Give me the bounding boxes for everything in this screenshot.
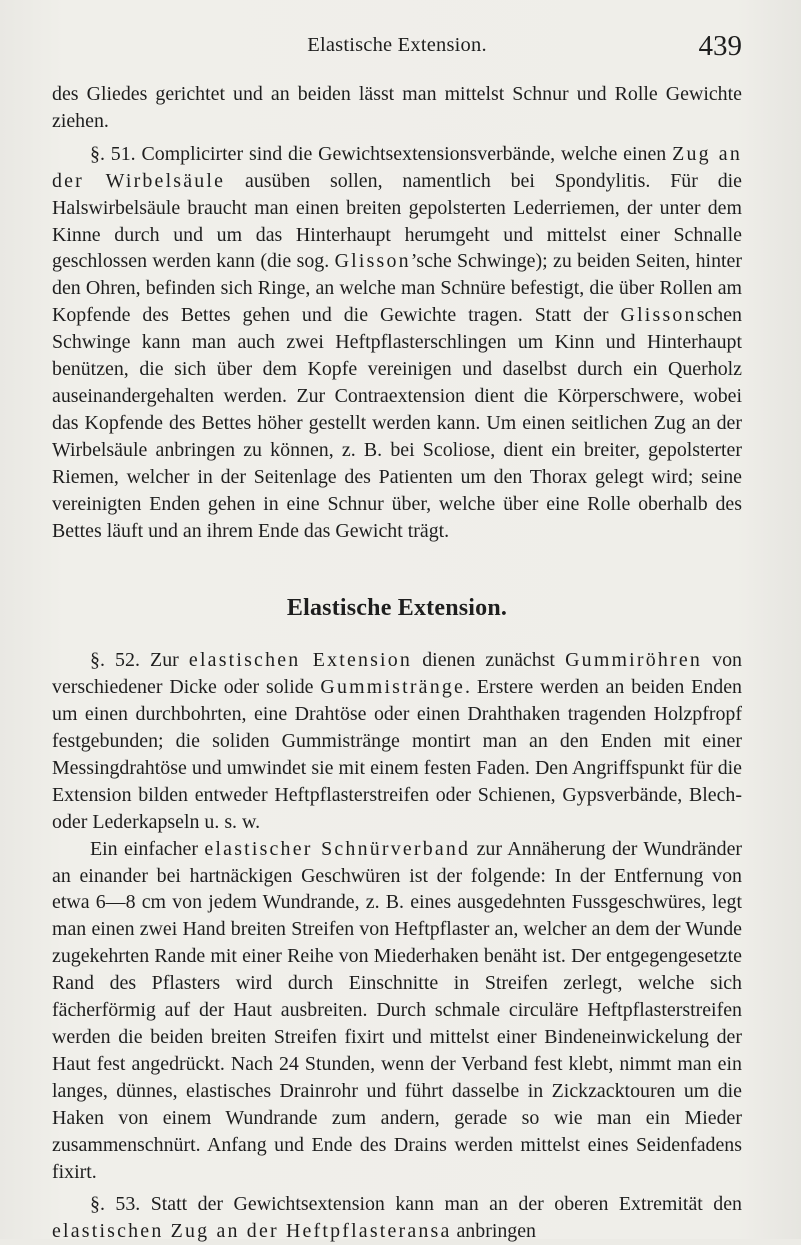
spaced-term: elastischen Zug an der Heftpflasteransa — [52, 1220, 452, 1243]
paragraph-schnuerverband — [52, 836, 742, 1186]
running-header — [52, 30, 742, 62]
paragraph-continuation — [52, 81, 742, 135]
spaced-term: Gummistränge — [320, 676, 466, 699]
spaced-term: Zug an der Wirbelsäule — [52, 142, 742, 192]
spaced-name: Glisson — [334, 250, 411, 273]
text-run: §. 52. Zur — [90, 649, 189, 672]
text-run: . Erstere werden an beiden Enden um einen durchbohrten, eine Drahtöse oder einen Drahthaken tragenden Holzpfropf festgebunden; die soliden Gummistränge montirt man an den Enden mit einer Messingdrahtöse und umwindet sie mit einem festen Faden. Den Angriffspunkt für die Extension bilden entweder Heftpflasterstreifen oder Schienen, Gypsverbände, Blech- oder Lederkapseln u. s. w. — [52, 676, 742, 833]
section-heading: Elastische Extension. — [286, 595, 508, 622]
text-run: schen Schwinge kann man auch zwei Heftpflasterschlingen um Kinn und Hinterhaupt benützen, die sich über dem Kopfe vereinigen und daselbst durch ein Querholz auseinandergehalten werden. Zur Contraextension dient die Körperschwere, wobei das Kopfende des Bettes höher gestellt werden kann. Um einen seitlichen Zug an der Wirbelsäule anbringen zu können, z. B. bei Scoliose, dient ein breiter, gepolsterter Riemen, welcher in der Seitenlage des Patienten um den Thorax gelegt wird; seine vereinigten Enden gehen in eine Schnur über, welche über eine Rolle oberhalb des Bettes läuft und an ihrem Ende das Gewicht trägt. — [52, 304, 742, 542]
text-run: ’sche Schwinge); zu beiden Seiten, hinter den Ohren, befinden sich Ringe, an welche man Schnüre befestigt, die über Rollen am Kopfende des Bettes gehen und die Gewichte tragen. Statt der — [52, 250, 742, 327]
spaced-name: Glisson — [620, 304, 697, 327]
text-run: §. 51. Complicirter sind die Gewichtsextensionsverbände, welche einen — [90, 142, 673, 165]
spaced-term: elastischer Schnürverband — [204, 837, 471, 860]
text-run: Ein einfacher — [90, 837, 205, 860]
text-run: ausüben sollen, namentlich bei Spondylitis. Für die Halswirbelsäule braucht man einen breiten gepolsterten Lederriemen, der unter dem Kinne durch und um das Hinterhaupt herumgeht und mittelst einer Schnalle geschlossen werden kann (die sog. — [52, 169, 742, 273]
text-run: §. 53. Statt der Gewichtsextension kann man an der oberen Extremität den — [90, 1193, 742, 1216]
paragraph-text: des Gliedes gerichtet und an beiden lässt man mittelst Schnur und Rolle Gewichte ziehen. — [52, 83, 742, 132]
spaced-term: Gummiröhren — [565, 649, 703, 672]
text-run: zur Annäherung der Wundränder an einander bei hartnäckigen Geschwüren ist der folgende: In der Entfernung von etwa 6—8 cm von jedem Wundrande, z. B. eines ausgedehnten Fussgeschwüres, legt man einen zwei Hand breiten Streifen von Heftpflaster an, welcher an dem der Wunde zugekehrten Rande mit einer Reihe von Miederhaken benäht ist. Der entgegengesetzte Rand des Pflasters wird durch Einschnitte in Streifen zerlegt, welche sich fächerförmig auf der Haut ausbreiten. Durch schmale circuläre Heftpflasterstreifen werden die beiden breiten Streifen fixirt und mittelst einer Bindeneinwickelung der Haut fest angedrückt. Nach 24 Stunden, wenn der Verband fest klebt, nimmt man ein langes, dünnes, elastisches Drainrohr und führt dasselbe in Zickzacktouren um die Haken von einem Wundrande zum andern, gerade so wie man ein Mieder zusammenschnürt. Anfang und Ende des Drains werden mittelst eines Seidenfadens fixirt. — [52, 837, 743, 1183]
paragraph-section-51 — [52, 141, 742, 545]
paragraph-section-52 — [52, 647, 742, 835]
paragraph-section-53 — [52, 1191, 742, 1245]
page-body — [52, 81, 742, 1245]
text-run: dienen zunächst — [412, 649, 566, 672]
text-run: von verschiedener Dicke oder solide — [52, 649, 742, 699]
page-number: 439 — [698, 30, 742, 62]
text-run: anbringen — [451, 1220, 537, 1243]
running-title: Elastische Extension. — [307, 34, 487, 56]
spaced-term: elastischen Extension — [188, 649, 413, 672]
